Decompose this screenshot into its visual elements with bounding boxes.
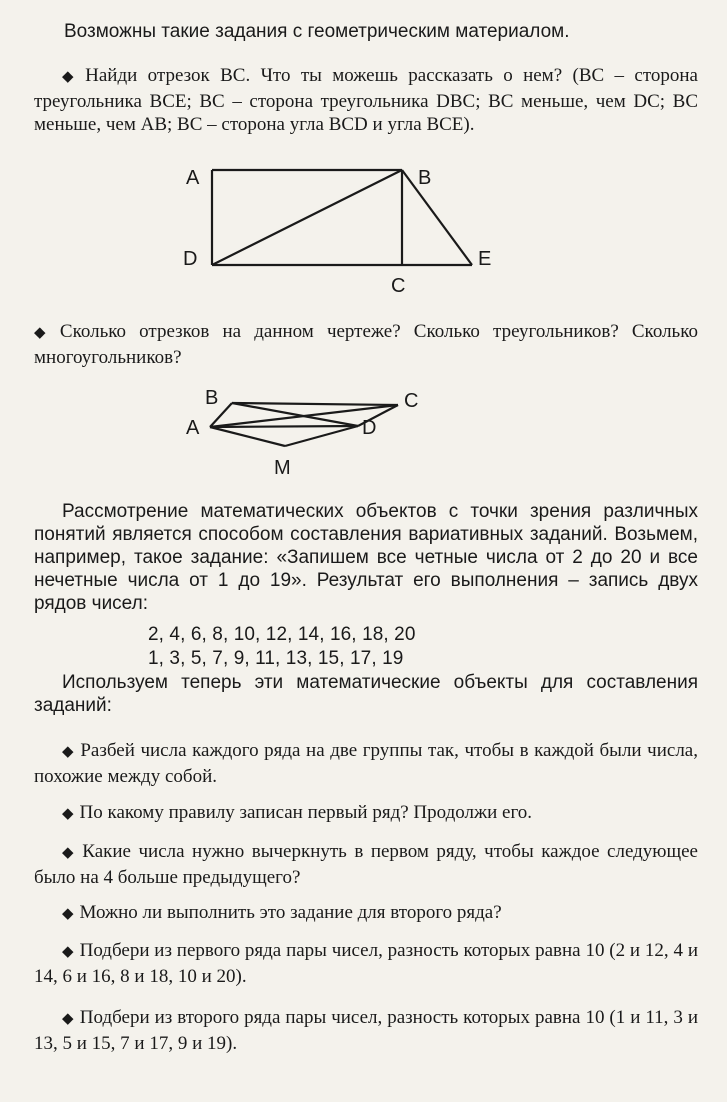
task-2-text: Сколько отрезков на данном чертеже? Сколько треугольников? Сколько многоугольников?: [34, 321, 698, 368]
task-text: По какому правилу записан первый ряд? Продолжи его.: [79, 802, 533, 823]
figure-quadrilateral: [0, 0, 727, 480]
label-e: E: [478, 248, 492, 270]
label-a: A: [186, 167, 200, 189]
diamond-icon: ◆: [34, 325, 54, 341]
paragraph-1: [34, 500, 698, 615]
task-list-item: [34, 1006, 698, 1055]
paragraph-1-text: Рассмотрение математических объектов с точки зрения различных понятий является способом составления вариативных заданий. Возьмем, например, такое задание: «Запишем все четные числа от 2 до 20 и все нечетные числа от 1 до 19». Результат его выполнения – запись двух рядов чисел:: [34, 501, 698, 614]
paragraph-2: [34, 671, 698, 717]
even-numbers-row: 2, 4, 6, 8, 10, 12, 14, 16, 18, 20: [148, 624, 416, 645]
task-text: Разбей числа каждого ряда на две группы так, чтобы в каждой были числа, похожие между собой.: [34, 740, 698, 787]
paragraph-2-text: Используем теперь эти математические объекты для составления заданий:: [34, 672, 698, 716]
label-c: C: [391, 275, 406, 297]
task-text: Подбери из второго ряда пары чисел, разность которых равна 10 (1 и 11, 3 и 13, 5 и 15, 7 и 17, 9 и 19).: [34, 1007, 698, 1054]
task-list-item: [34, 739, 698, 788]
label-a2: A: [186, 417, 200, 439]
diamond-icon: ◆: [62, 69, 80, 85]
diamond-icon: ◆: [62, 845, 77, 861]
odd-numbers-row: 1, 3, 5, 7, 9, 11, 13, 15, 17, 19: [148, 648, 404, 669]
task-text: Какие числа нужно вычеркнуть в первом ряду, чтобы каждое следующее было на 4 больше предыдущего?: [34, 841, 698, 888]
diamond-icon: ◆: [62, 744, 75, 760]
label-d2: D: [362, 417, 377, 439]
task-list-item: [34, 939, 698, 988]
segment-md2: [285, 426, 358, 446]
task-list-item: [34, 901, 698, 927]
label-b: B: [418, 167, 432, 189]
label-m2: M: [274, 457, 291, 479]
label-d: D: [183, 248, 198, 270]
diamond-icon: ◆: [62, 806, 74, 822]
page-heading: Возможны такие задания с геометрическим материалом.: [64, 21, 570, 42]
label-b2: B: [205, 387, 219, 409]
task-text: Можно ли выполнить это задание для второго ряда?: [79, 902, 502, 923]
label-c2: C: [404, 390, 419, 412]
diamond-icon: ◆: [62, 944, 74, 960]
segment-ad2: [210, 426, 358, 427]
segment-am2: [210, 427, 285, 446]
diamond-icon: ◆: [62, 906, 74, 922]
diamond-icon: ◆: [62, 1011, 74, 1027]
task-1-text: Найди отрезок ВС. Что ты можешь рассказать о нем? (ВС – сторона треугольника ВСЕ; ВС – сторона треугольника DВС; ВС меньше, чем DС; ВС меньше, чем АВ; ВС – сторона угла ВСD и угла ВСЕ).: [34, 65, 698, 135]
task-list-item: [34, 840, 698, 889]
segment-bc2: [232, 403, 398, 405]
task-text: Подбери из первого ряда пары чисел, разность которых равна 10 (2 и 12, 4 и 14, 6 и 16, 8 и 18, 10 и 20).: [34, 940, 698, 987]
task-list-item: [34, 801, 698, 827]
